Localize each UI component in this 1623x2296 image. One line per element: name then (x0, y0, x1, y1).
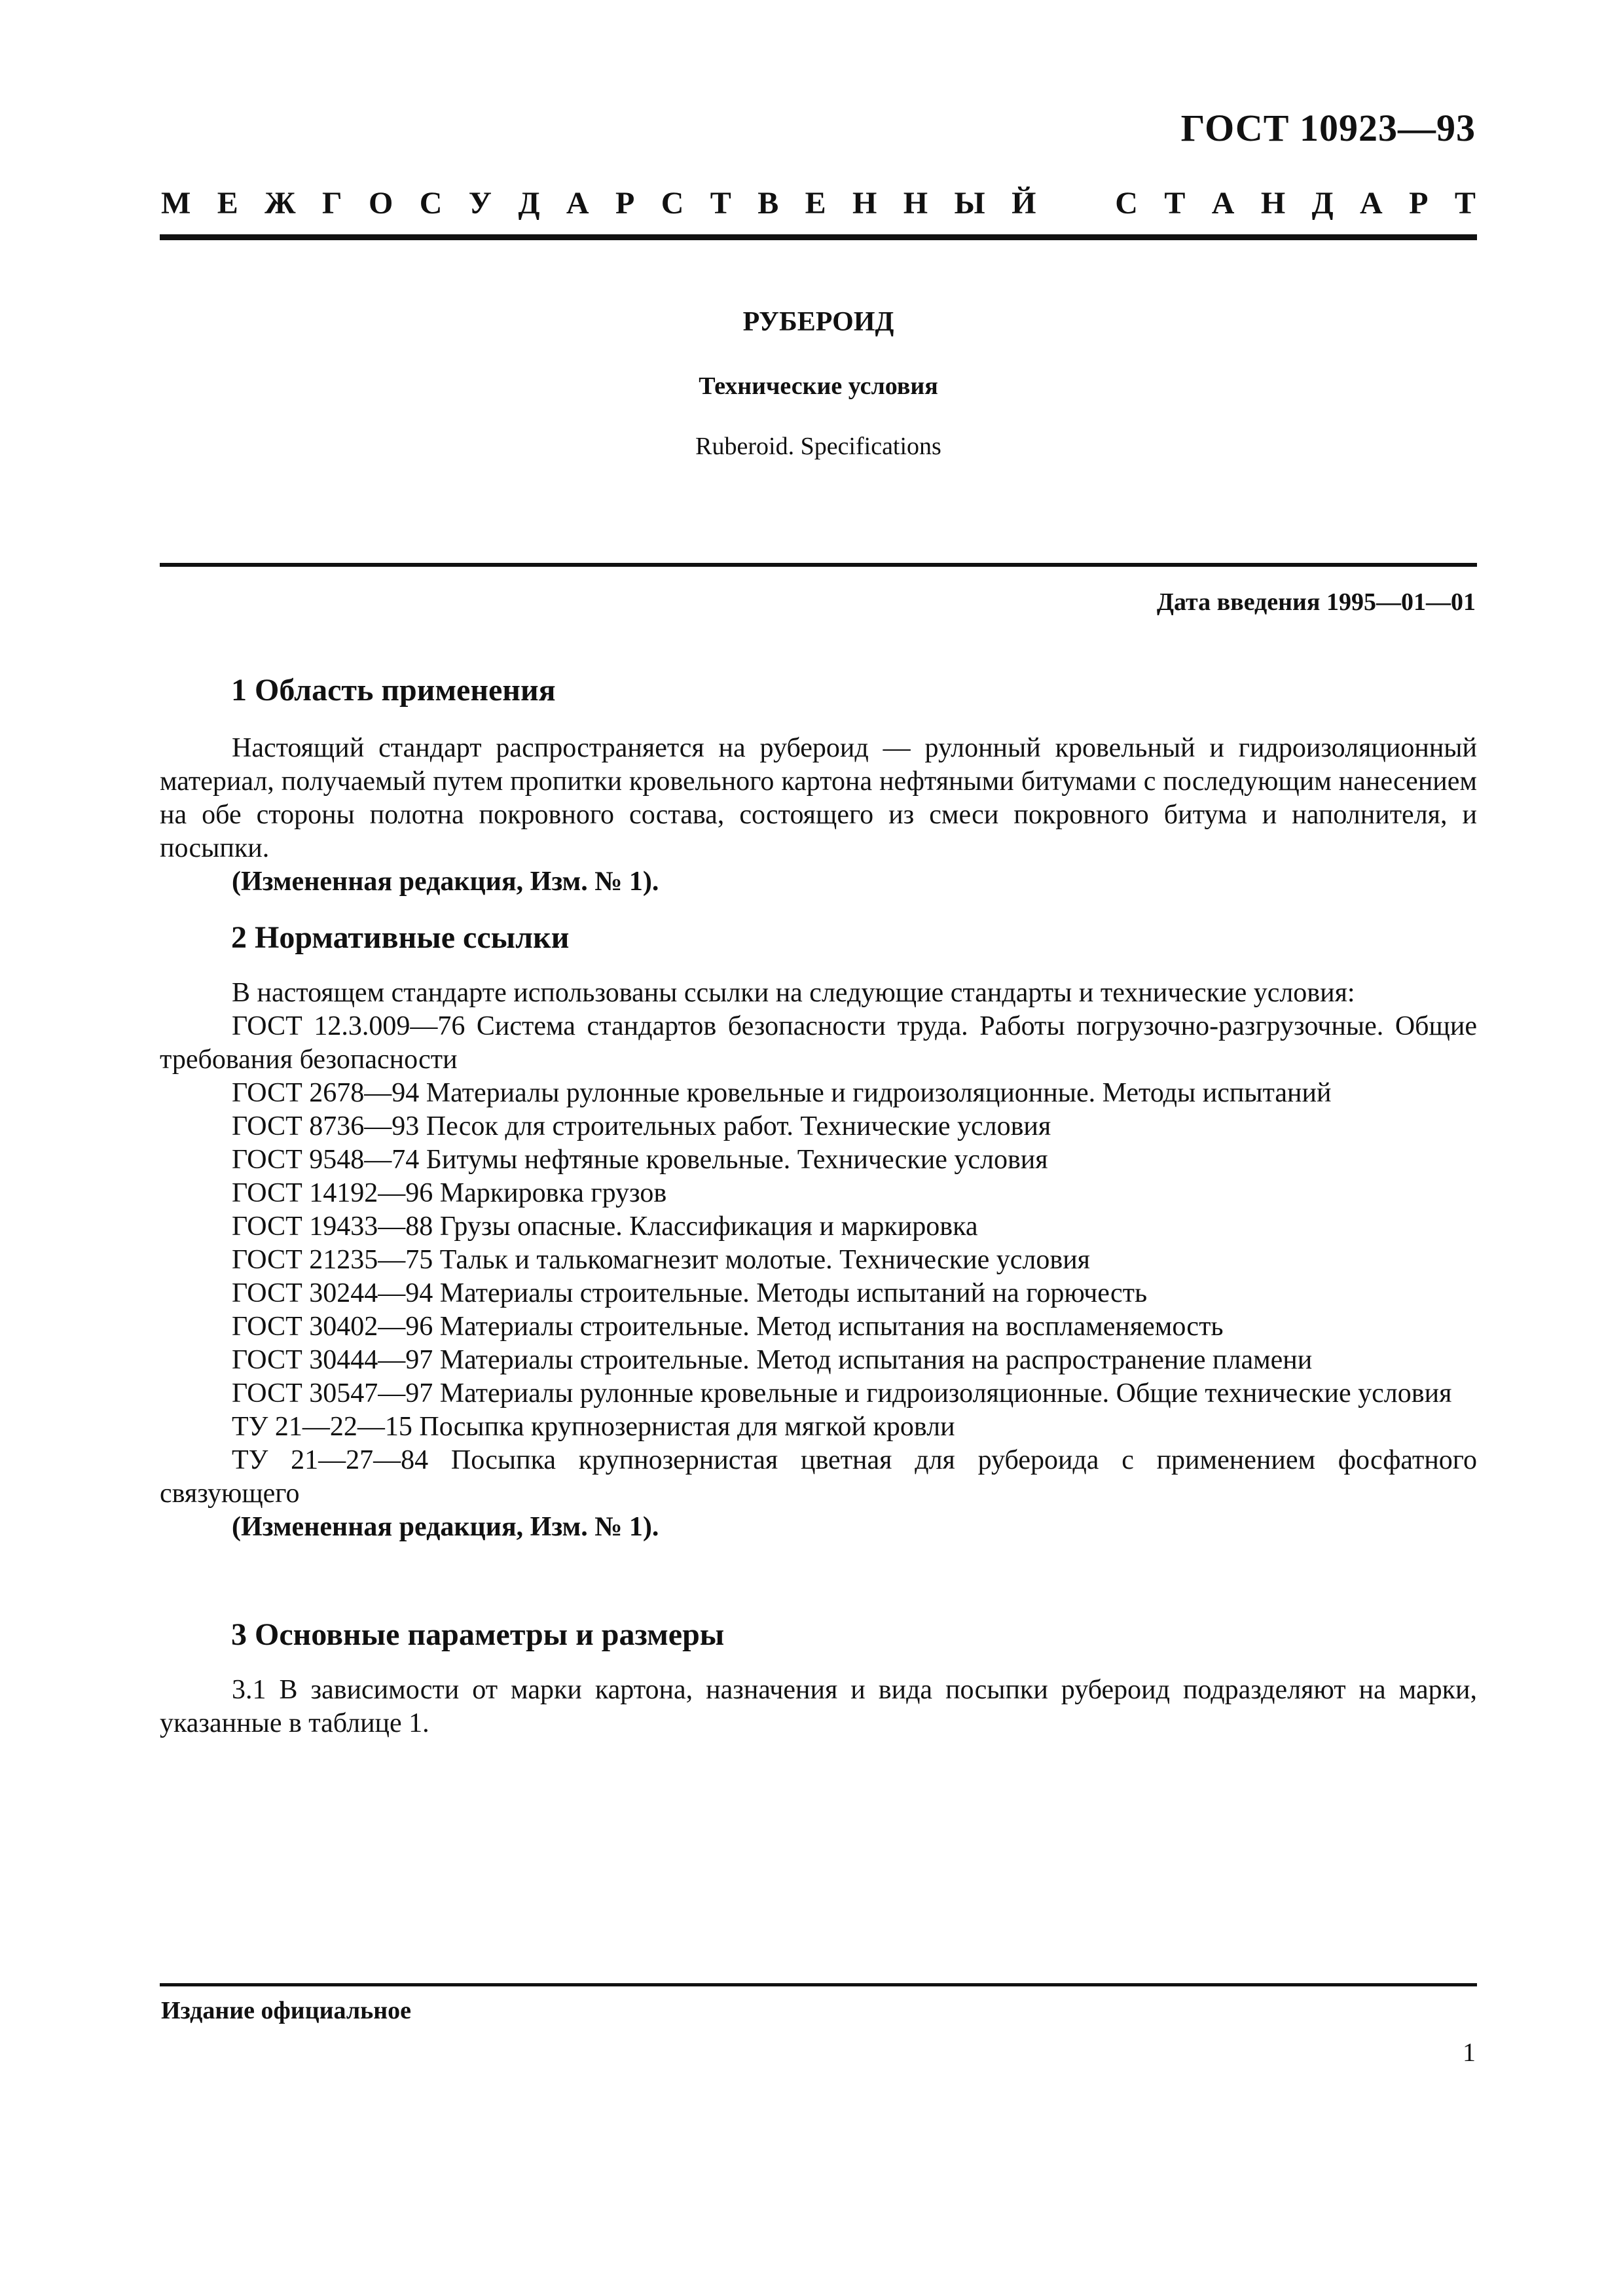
interstate-standard-heading (161, 185, 1476, 221)
reference-item: ГОСТ 9548—74 Битумы нефтяные кровельные. Технические условия (232, 1145, 1048, 1175)
document-code: ГОСТ 10923—93 (1180, 107, 1476, 149)
section-3-paragraph: 3.1 В зависимости от марки картона, назначения и вида посыпки рубероид подразделяют на марки, указанные в таблице 1. (160, 1675, 1477, 1738)
reference-item: ГОСТ 30244—94 Материалы строительные. Методы испытаний на горючесть (232, 1278, 1148, 1308)
page-number: 1 (1463, 2037, 1476, 2067)
heading-letter: О (368, 186, 393, 221)
official-edition-label: Издание официальное (161, 1997, 412, 2024)
reference-item: ГОСТ 30547—97 Материалы рулонные кровельные и гидроизоляционные. Общие технические условия (232, 1378, 1452, 1408)
heading-letter: Е (805, 186, 826, 221)
heading-letter: Д (1311, 186, 1334, 221)
section-1-amendment: (Измененная редакция, Изм. № 1). (232, 867, 659, 897)
heading-letter (1063, 185, 1089, 221)
english-title: Ruberoid. Specifications (695, 433, 941, 460)
section-2-heading: 2 Нормативные ссылки (231, 920, 570, 955)
reference-item: ГОСТ 8736—93 Песок для строительных работ. Технические условия (232, 1111, 1051, 1141)
footer-divider (160, 1983, 1477, 1986)
heading-letter: Р (615, 186, 635, 221)
heading-letter: А (1211, 186, 1235, 221)
reference-item: ГОСТ 21235—75 Тальк и талькомагнезит молотые. Технические условия (232, 1245, 1090, 1275)
heading-letter: Г (322, 186, 342, 221)
document-title: РУБЕРОИД (742, 307, 894, 337)
header-divider (160, 234, 1477, 240)
heading-letter: С (419, 186, 443, 221)
section-2-intro: В настоящем стандарте использованы ссылки на следующие стандарты и технические условия: (232, 978, 1355, 1008)
reference-item: ГОСТ 14192—96 Маркировка грузов (232, 1178, 667, 1208)
heading-letter: С (1115, 186, 1138, 221)
document-subtitle: Технические условия (699, 372, 938, 400)
heading-letter: Д (518, 186, 540, 221)
heading-letter: Т (1164, 186, 1186, 221)
heading-letter: Т (710, 186, 731, 221)
heading-letter: Р (1409, 186, 1429, 221)
heading-letter: Й (1012, 186, 1036, 221)
heading-letter: Ж (264, 186, 296, 221)
section-2-body (160, 977, 1477, 1544)
heading-letter: С (661, 186, 684, 221)
reference-item: ГОСТ 12.3.009—76 Система стандартов безопасности труда. Работы погрузочно-разгрузочные. Общие требования безопасности (160, 1011, 1477, 1075)
introduction-date: Дата введения 1995—01—01 (1156, 588, 1476, 616)
section-1-body (160, 732, 1477, 899)
heading-letter: Т (1454, 186, 1476, 221)
heading-letter: Е (217, 186, 238, 221)
heading-letter: Н (1260, 186, 1286, 221)
heading-letter: М (161, 186, 191, 221)
section-3-heading: 3 Основные параметры и размеры (231, 1617, 725, 1652)
heading-letter: Ы (954, 186, 985, 221)
section-2-amendment: (Измененная редакция, Изм. № 1). (232, 1512, 659, 1542)
reference-item: ТУ 21—27—84 Посыпка крупнозернистая цветная для рубероида с применением фосфатного связующего (160, 1445, 1477, 1509)
heading-letter: А (1360, 186, 1383, 221)
heading-letter: У (468, 186, 492, 221)
heading-letter: Н (903, 186, 928, 221)
heading-letter: В (757, 186, 779, 221)
reference-item: ГОСТ 2678—94 Материалы рулонные кровельные и гидроизоляционные. Методы испытаний (232, 1078, 1332, 1108)
heading-letter: А (566, 186, 589, 221)
section-3-body (160, 1674, 1477, 1740)
section-1-heading: 1 Область применения (231, 673, 556, 708)
title-divider (160, 563, 1477, 567)
reference-item: ГОСТ 30402—96 Материалы строительные. Метод испытания на воспламеняемость (232, 1312, 1224, 1342)
reference-item: ГОСТ 19433—88 Грузы опасные. Классификация и маркировка (232, 1211, 978, 1242)
heading-letter: Н (852, 186, 877, 221)
reference-item: ГОСТ 30444—97 Материалы строительные. Метод испытания на распространение пламени (232, 1345, 1313, 1375)
reference-item: ТУ 21—22—15 Посыпка крупнозернистая для мягкой кровли (232, 1412, 955, 1442)
section-1-paragraph: Настоящий стандарт распространяется на рубероид — рулонный кровельный и гидроизоляционный материал, получаемый путем пропитки кровельного картона нефтяными битумами с последующим нанесением на обе стороны полотна покровного состава, состоящего из смеси покровного битума и наполнителя, и посыпки. (160, 733, 1477, 863)
